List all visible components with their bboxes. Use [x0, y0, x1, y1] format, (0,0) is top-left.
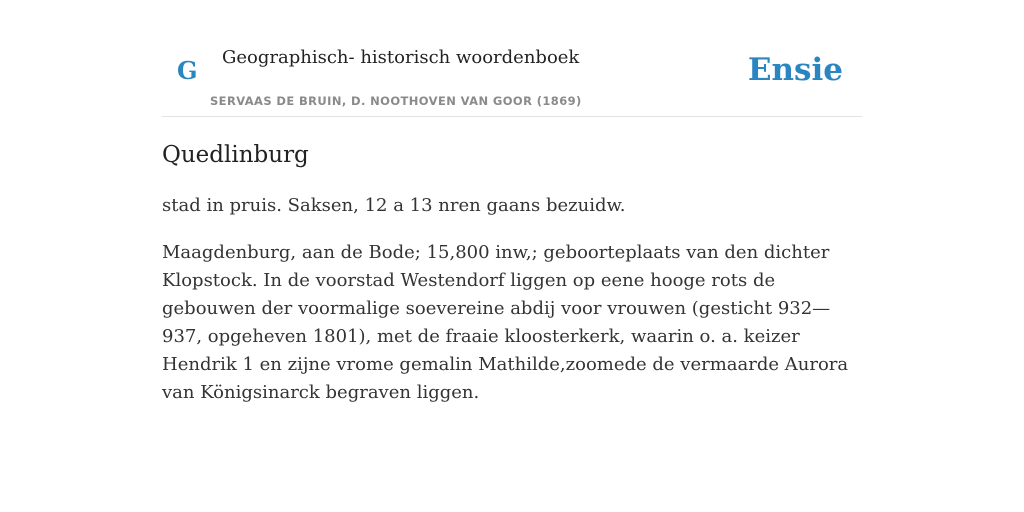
entry-paragraph: stad in pruis. Saksen, 12 a 13 nren gaans bezuidw. [162, 195, 626, 216]
ensie-logo[interactable]: Ensie [747, 52, 843, 88]
entry-paragraph: Maagdenburg, aan de Bode; 15,800 inw,; geboorteplaats van den dichter Klopstock. In de voorstad Westendorf liggen op eene hooge rots de gebouwen der voormalige soevereine abdij voor vrouwen (gesticht 932—937, opgeheven 1801), met de fraaie kloosterkerk, waarin o. a. keizer Hendrik 1 en zijne vrome gemalin Mathilde,zoomede de vermaarde Aurora van Königsinarck begraven liggen. [162, 242, 849, 403]
book-header [162, 40, 862, 117]
book-letter-icon[interactable]: G [177, 56, 198, 85]
book-title-link[interactable]: Geographisch- historisch woordenboek [222, 47, 580, 68]
entry-article [162, 138, 862, 407]
book-authors: SERVAAS DE BRUIN, D. NOOTHOVEN VAN GOOR (1869) [210, 94, 582, 108]
entry-title: Quedlinburg [162, 142, 309, 168]
